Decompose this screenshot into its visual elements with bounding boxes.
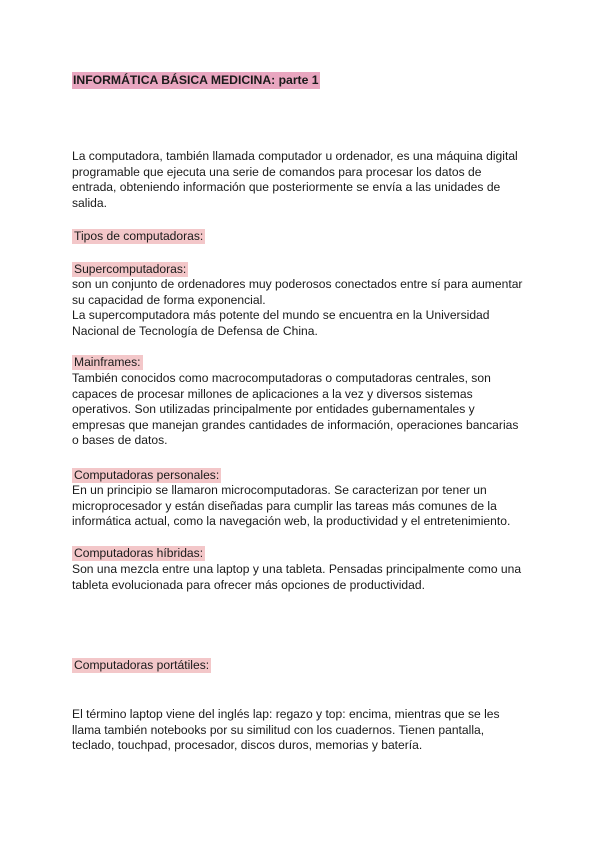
section-body-computadoras-hibridas [72, 562, 542, 593]
section-line: Son una mezcla entre una laptop y una tableta. Pensadas principalmente como una [72, 562, 522, 576]
section-heading-supercomputadoras: Supercomputadoras: [74, 262, 187, 276]
section-line: son un conjunto de ordenadores muy poderosos conectados entre sí para aumentar [72, 277, 523, 291]
section-body-computadoras-personales [72, 483, 542, 530]
section-heading-computadoras-personales: Computadoras personales: [74, 468, 220, 482]
section-line: La supercomputadora más potente del mundo se encuentra en la Universidad [72, 308, 490, 323]
section-body-mainframes [72, 371, 532, 449]
document-title: INFORMÁTICA BÁSICA MEDICINA: parte 1 [73, 73, 319, 87]
intro-line: programable que ejecuta una serie de comandos para procesar los datos de [72, 164, 482, 179]
portables-line: llama también notebooks por su similitud con los cuadernos. Tienen pantalla, [72, 722, 485, 737]
section-line: En un principio se llamaron microcomputadoras. Se caracterizan por tener un [72, 483, 487, 497]
section-body-supercomputadoras [72, 277, 532, 339]
intro-paragraph [72, 149, 532, 211]
portables-paragraph [72, 707, 532, 754]
portables-line: teclado, touchpad, procesador, discos duros, memorias y batería. [72, 738, 423, 753]
section-line: empresas que manejan grandes cantidades de información, operaciones bancarias [72, 417, 519, 432]
section-heading-computadoras-hibridas: Computadoras híbridas: [74, 546, 204, 560]
portables-line: El término laptop viene del inglés lap: regazo y top: encima, mientras que se les [72, 707, 500, 721]
section-line: su capacidad de forma exponencial. [72, 292, 266, 307]
section-line: operativos. Son utilizadas principalmente por entidades gubernamentales y [72, 402, 475, 417]
section-line: También conocidos como macrocomputadoras o computadoras centrales, son [72, 371, 491, 385]
section-line: informática actual, como la navegación web, la productividad y el entretenimiento. [72, 514, 511, 529]
intro-line: salida. [72, 195, 107, 210]
intro-line: entrada, obteniendo información que posteriormente se envía a las unidades de [72, 180, 501, 195]
section-line: Nacional de Tecnología de Defensa de China. [72, 323, 318, 338]
portables-heading: Computadoras portátiles: [74, 658, 210, 672]
section-line: capaces de procesar millones de aplicaciones a la vez y diversos sistemas [72, 386, 473, 401]
section-heading-mainframes: Mainframes: [74, 355, 141, 369]
section-line: microprocesador y están diseñadas para cumplir las tareas más comunes de la [72, 498, 497, 513]
section-line: o bases de datos. [72, 433, 168, 448]
types-heading: Tipos de computadoras: [74, 229, 204, 243]
section-line: tableta evolucionada para ofrecer más opciones de productividad. [72, 577, 425, 592]
intro-line: La computadora, también llamada computador u ordenador, es una máquina digital [72, 149, 518, 163]
